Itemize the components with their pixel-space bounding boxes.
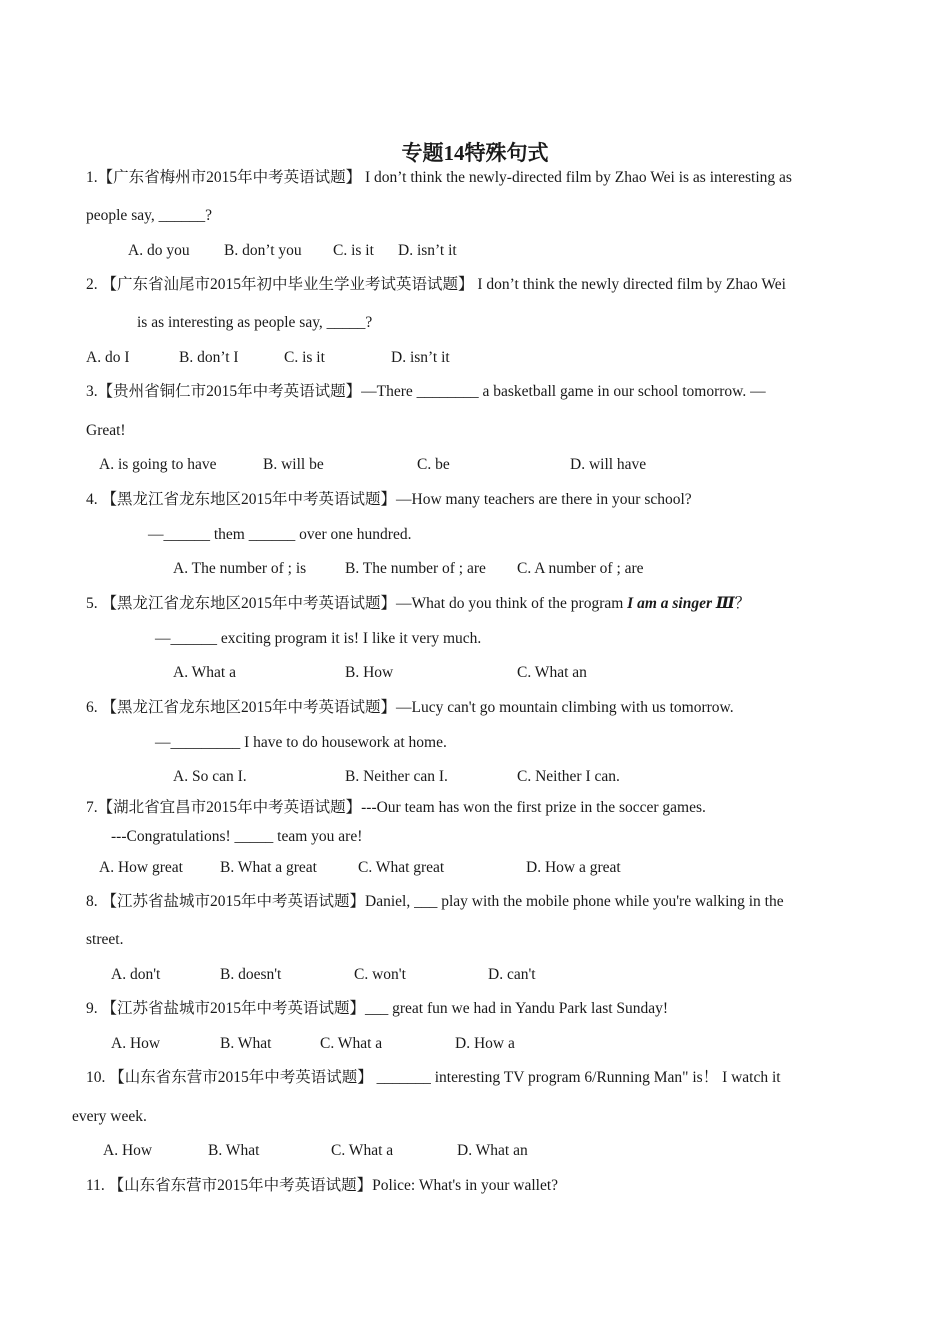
question-2-option-b: B. don’t I <box>179 349 239 366</box>
question-7-option-a: A. How great <box>99 859 183 876</box>
question-5-end-mark: ？ <box>734 595 751 612</box>
question-6-option-c: C. Neither I can. <box>517 768 620 785</box>
question-9-option-d: D. How a <box>455 1035 515 1052</box>
question-10-option-b: B. What <box>208 1142 260 1159</box>
question-7-option-b: B. What a great <box>220 859 317 876</box>
question-8-option-d: D. can't <box>488 966 536 983</box>
question-3-line-1: 3.【贵州省铜仁市2015年中考英语试题】—There ________ a basketball game in our school tomorrow. — <box>86 383 766 400</box>
question-8-line-2: street. <box>86 931 124 948</box>
question-5-line-1 <box>86 594 750 614</box>
question-6-option-a: A. So can I. <box>173 768 247 785</box>
question-10-option-c: C. What a <box>331 1142 394 1159</box>
program-title: I am a singer Ⅲ <box>627 595 735 612</box>
question-7-option-d: D. How a great <box>526 859 621 876</box>
question-9-option-a: A. How <box>111 1035 161 1052</box>
question-1-option-b: B. don’t you <box>224 242 302 259</box>
question-8-option-c: C. won't <box>354 966 406 983</box>
question-6-line-2: —_________ I have to do housework at home. <box>155 734 447 751</box>
question-3-option-a: A. is going to have <box>99 456 217 473</box>
question-6-option-b: B. Neither can I. <box>345 768 448 785</box>
question-1-option-c: C. is it <box>333 242 374 259</box>
question-5-option-a: A. What a <box>173 664 236 681</box>
question-10-line-1: 10. 【山东省东营市2015年中考英语试题】 _______ interesting TV program 6/Running Man" is！ I watch it <box>86 1069 781 1086</box>
question-7-option-c: C. What great <box>358 859 445 876</box>
question-9-line-1: 9. 【江苏省盐城市2015年中考英语试题】___ great fun we had in Yandu Park last Sunday! <box>86 1000 669 1017</box>
question-5-option-b: B. How <box>345 664 394 681</box>
question-3-line-2: Great! <box>86 422 126 439</box>
question-4-option-a: A. The number of ; is <box>173 560 307 577</box>
question-2-line-1: 2. 【广东省汕尾市2015年初中毕业生学业考试英语试题】 I don’t think the newly directed film by Zhao Wei <box>86 276 786 293</box>
question-2-line-2: is as interesting as people say, _____? <box>137 314 373 331</box>
question-6-line-1: 6. 【黑龙江省龙东地区2015年中考英语试题】—Lucy can't go mountain climbing with us tomorrow. <box>86 699 734 716</box>
question-4-option-c: C. A number of ; are <box>517 560 644 577</box>
question-3-option-b: B. will be <box>263 456 324 473</box>
question-10-option-a: A. How <box>103 1142 153 1159</box>
question-10-line-2: every week. <box>72 1108 147 1125</box>
question-8-option-a: A. don't <box>111 966 161 983</box>
question-9-option-c: C. What a <box>320 1035 383 1052</box>
question-8-option-b: B. doesn't <box>220 966 282 983</box>
question-11-line-1: 11. 【山东省东营市2015年中考英语试题】Police: What's in your wallet? <box>86 1177 559 1194</box>
question-10-option-d: D. What an <box>457 1142 528 1159</box>
question-3-option-d: D. will have <box>570 456 647 473</box>
question-1-option-a: A. do you <box>128 242 190 259</box>
question-7-line-2: ---Congratulations! _____ team you are! <box>111 828 363 845</box>
question-1-option-d: D. isn’t it <box>398 242 457 259</box>
question-8-line-1: 8. 【江苏省盐城市2015年中考英语试题】Daniel, ___ play with the mobile phone while you're walking in the <box>86 893 784 910</box>
question-3-option-c: C. be <box>417 456 450 473</box>
question-4-line-1: 4. 【黑龙江省龙东地区2015年中考英语试题】—How many teachers are there in your school? <box>86 491 692 508</box>
question-9-option-b: B. What <box>220 1035 272 1052</box>
question-5-option-c: C. What an <box>517 664 587 681</box>
question-1-line-2: people say, ______? <box>86 207 212 224</box>
question-4-option-b: B. The number of ; are <box>345 560 486 577</box>
question-5-text: 5. 【黑龙江省龙东地区2015年中考英语试题】—What do you think of the program <box>86 595 628 612</box>
page-title: 专题14特殊句式 <box>401 141 549 165</box>
question-4-line-2: —______ them ______ over one hundred. <box>148 526 412 543</box>
question-2-option-d: D. isn’t it <box>391 349 450 366</box>
question-5-line-2: —______ exciting program it is! I like it very much. <box>155 630 482 647</box>
question-1-line-1: 1.【广东省梅州市2015年中考英语试题】 I don’t think the newly-directed film by Zhao Wei is as interesting as <box>86 169 792 186</box>
question-2-option-a: A. do I <box>86 349 130 366</box>
question-7-line-1: 7.【湖北省宜昌市2015年中考英语试题】---Our team has won the first prize in the soccer games. <box>86 799 706 816</box>
question-2-option-c: C. is it <box>284 349 325 366</box>
